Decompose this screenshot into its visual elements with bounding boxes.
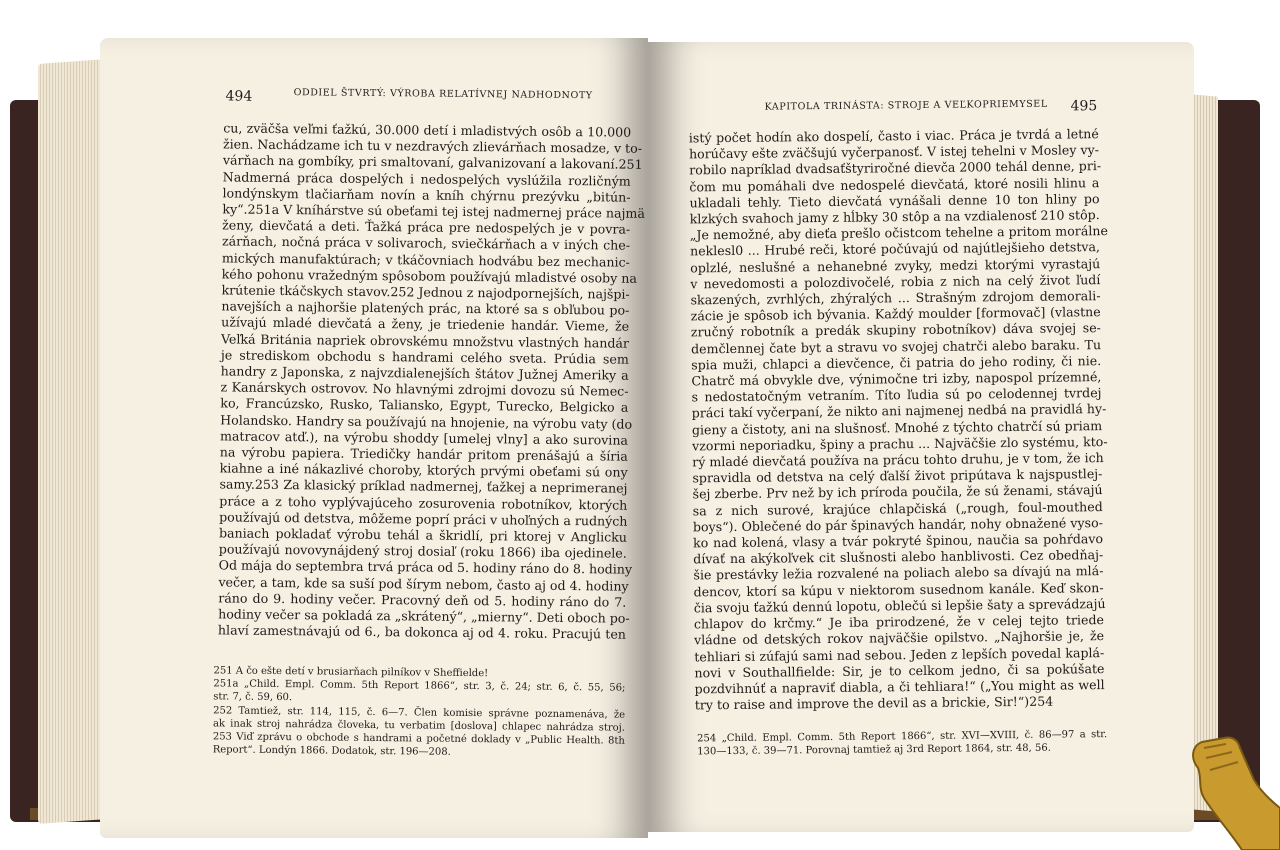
text-line: Od mája do septembra trvá práca od 5. hodiny ráno do 8. hodiny — [218, 557, 633, 578]
text-line: ukladali tehly. Tieto dievčatá vynášali denne 10 ton hliny po — [689, 190, 1100, 211]
hand-shape — [1193, 737, 1280, 850]
text-line: kiahne a iné nákazlivé choroby, ktorých prvými obeťami sú ony — [219, 460, 628, 480]
text-line: oplzlé, neslušné a nehanebné zvyky, medzi ktorými vyrastajú — [690, 255, 1101, 276]
text-line: Nadmerná práca dospelých i nedospelých vyslúžila rozličným — [222, 169, 631, 189]
text-line: s nedostatočným vetraním. Títo ľudia sú po celodennej tvrdej — [691, 385, 1102, 405]
text-line: cu, zväčša veľmi ťažkú, 30.000 detí i mladistvých osôb a 10.000 — [223, 120, 632, 140]
text-line: spia muži, chlapci a dievčence, či patria do jeho rodiny, či nie. — [691, 352, 1102, 373]
text-line: Veľká Británia napriek obrovskému množstvu vlastných handár — [220, 331, 630, 351]
text-line: matracov atď.), na výrobu shoddy [umelej vlny] a ako surovina — [219, 428, 629, 448]
text-line: z Kanárskych ostrovov. No hlavnými zdrojmi dovozu sú Nemec- — [220, 379, 629, 399]
text-line: klzkých svahoch jamy z hĺbky 30 stôp a na vzdialenosť 210 stôp. — [689, 207, 1100, 227]
text-line: gieny a čistoty, ani na slušnosť. Mnohé z týchto chatrčí sú priam — [691, 417, 1103, 438]
text-line: v nevedomosti a polozdivočelé, robia z nich na celý život ľudí — [690, 271, 1101, 292]
brass-hand-bookmark — [1180, 728, 1280, 850]
text-line: samy.253 Za klasický príklad nadmernej, ťažkej a neprimeranej — [219, 476, 628, 497]
text-line: baniach pokladať výrobu tehál a škridlí, pri ktorej v Anglicku — [218, 525, 628, 545]
footnote-line: 251a „Child. Empl. Comm. 5th Report 1866“, str. 3, č. 24; str. 6, č. 55, 56; — [213, 678, 626, 694]
text-line: ženy, dievčatá a deti. Ťažká práca pre nedospelých je v povra- — [222, 217, 631, 237]
footnote-line: 253 Viď zprávu o obchode s handrami a početné doklady v „Public Health. 8th — [212, 731, 625, 747]
text-line: ráno do 9. hodiny večer. Pracovný deň od 5. hodiny ráno do 7. — [218, 590, 627, 610]
text-line: šej zberbe. Prv než by ich príroda poučila, že sú ženami, stávajú — [692, 482, 1103, 502]
text-line: pozdvihnúť a napraviť diabla, a či tehliara!“ („You might as well — [694, 676, 1105, 697]
text-line: robilo napríklad dvadsaťštyriročné dievča 2000 tehál denne, pri- — [689, 158, 1102, 178]
footnote-line: 130—133, č. 39—71. Porovnaj tamtiež aj 3rd Report 1864, str. 48, 56. — [697, 742, 1051, 758]
text-line: novi v Southallfielde: Sir, je to celkom jedno, či sa pokúšate — [694, 660, 1105, 681]
footnote-line: str. 7, č. 59, 60. — [213, 691, 293, 704]
text-line: várňach na gombíky, pri smaltovaní, galvanizovaní a lakovaní.251 — [222, 152, 643, 173]
text-line: try to raise and improve the devil as a brickie, Sir!“)254 — [694, 693, 1054, 713]
text-line: používajú od detstva, môžeme poprí práci v uhoľných a rudných — [219, 509, 628, 529]
text-line: na výrobu papiera. Triedičky handár pritom prenášajú a šíria — [219, 444, 628, 464]
left-page — [100, 38, 648, 838]
body-text — [688, 126, 1108, 714]
page-number: 495 — [1070, 98, 1098, 115]
text-line: používajú novovynájdený stroj dosiaľ (roku 1866) iba ojedinele. — [218, 541, 627, 561]
text-line: práci takí vyčerpaní, že nikto ani najmenej nedbá na pravidlá hy- — [691, 401, 1107, 421]
text-line: spravidla od detstva na celý ďalší život pripútava k najspustlej- — [692, 466, 1103, 486]
text-line: zručný robotník a predák skupiny robotníkov) dáva svojej se- — [690, 320, 1101, 340]
text-line: dencov, ktorí sa kúpu v niektorom susednom kanále. Keď skon- — [693, 579, 1104, 600]
text-line: ko nad kolená, vlasy a tvár pokryté špinou, naučia sa pohŕdavo — [693, 531, 1104, 551]
text-line: handry z Japonska, z najvzdialenejších štátov Južnej Ameriky a — [220, 363, 629, 383]
text-line: užívajú mladé dievčatá a ženy, je triedenie handár. Vieme, že — [221, 314, 630, 335]
footnote-line: Report“. Londýn 1866. Dodatok, str. 196—208. — [212, 744, 451, 759]
footnote-line: ak inak stroj nahrádza človeka, tu verbatim [doslova] chlapec nahrádza stroj. — [212, 718, 626, 734]
text-line: chlapov do krčmy.“ Je iba prirodzené, že v celej tejto triede — [693, 612, 1105, 632]
text-line: Chatrč má obvykle dve, výnimočne tri izby, napospol prízemné, — [691, 369, 1102, 389]
text-line: ky“.251a V kníhárstve sú obeťami tej istej nadmernej práce najmä — [222, 201, 645, 221]
text-line: rý mladé dievčatá používa na prácu tohto druhu, je v tom, že ich — [692, 450, 1104, 470]
text-line: vládne od detských rokov najväčšie opilstvo. „Najhoršie je, že — [694, 628, 1105, 648]
text-line: vzormi neporiadku, špiny a prachu ... Najväčšie zlo systému, kto- — [692, 433, 1108, 454]
text-line: neklesl0 ... Hrubé reči, ktoré počúvajú od najútlejšieho detstva, — [689, 239, 1101, 259]
text-line: je strediskom obchodu s handrami celého sveta. Prúdia sem — [220, 347, 629, 367]
body-text — [217, 120, 645, 643]
text-line: šie prestávky ležia rozvalené na poliach alebo sa dívajú na mlá- — [693, 563, 1104, 583]
text-line: zácie je spôsob ich bývania. Každý moulder [formovač] (vlastne — [690, 304, 1101, 324]
text-line: tehliari si zúfajú sami nad sebou. Jeden z lepších povedal kaplá- — [694, 644, 1105, 664]
text-line: hodiny večer sa pokladá za „skrátený“, „mierny“. Deti oboch po- — [218, 606, 630, 626]
text-line: horúčavy ešte zväčšujú vyčerpanosť. V istej tehelni v Mosley vy- — [688, 142, 1100, 162]
text-line: ko, Francúzsko, Rusko, Taliansko, Egypt, Turecko, Belgicko a — [220, 395, 629, 416]
text-line: londýnskym tlačiarňam novín a kníh chýrnu prezývku „bitún- — [222, 185, 631, 205]
text-line: večer, a tam, kde sa suší pod šírym nebom, často aj od 4. hodiny — [218, 574, 629, 594]
footnote-line: 251 A čo ešte detí v brusiarňach pilníkov v Sheffielde! — [213, 665, 489, 680]
footnotes — [697, 728, 1107, 759]
text-line: boys“). Oblečené do pár špinavých handár, nohy obnažené vyso- — [692, 514, 1103, 535]
text-line: čia svoju ťažkú dennú lopotu, oblečú si lepšie šaty a sprevádzajú — [693, 595, 1106, 616]
text-line: krútenie tkáčskych stavov.252 Jednou z najodpornejších, najšpi- — [221, 282, 630, 302]
text-line: kého pohonu vražedným spôsobom používajú mladistvé osoby na — [221, 266, 637, 286]
text-line: demčlennej čate byt a stravu vo svojej chatrči alebo baraku. Tu — [690, 336, 1102, 357]
text-line: skazených, zvrhlých, zhýralých ... Strašným zdrojom demorali- — [690, 288, 1101, 308]
text-line: hlaví zamestnávajú od 6., ba dokonca aj od 4. roku. Pracujú ten — [217, 622, 627, 642]
right-page — [648, 42, 1194, 832]
footnote-line: 252 Tamtiež, str. 114, 115, č. 6—7. Člen komisie správne poznamenáva, že — [213, 704, 626, 721]
text-line: dívať na akýkoľvek cit slušnosti alebo hanblivosti. Cez obedňaj- — [693, 547, 1104, 567]
text-line: „Je nemožné, aby dieťa prešlo očistcom tehelne a pritom morálne — [689, 223, 1108, 243]
text-line: zárňach, nočná práca v solivaroch, sviečkárňach a v iných che- — [221, 233, 631, 254]
footnote-line: 254 „Child. Empl. Comm. 5th Report 1866“, str. XVI—XVIII, č. 86—97 a str. — [697, 729, 1108, 745]
text-line: Holandsko. Handry sa používajú na hnojenie, na výrobu vaty (do — [220, 412, 633, 432]
text-line: sa z nich surové, krajúce chlapčiská („rough, foul-mouthed — [692, 498, 1103, 519]
page-number: 494 — [225, 88, 253, 105]
text-line: práce a z toho vyplývajúceho zosurovenia robotníkov, ktorých — [219, 493, 628, 513]
text-line: navejších a najhoršie platených prác, na ktoré sa s obľubou po- — [221, 298, 630, 318]
text-line: istý počet hodín ako dospelí, často i viac. Práca je tvrdá a letné — [688, 126, 1099, 146]
text-line: mických manufaktúrach; v tkáčovniach hodvábu bez mechanic- — [221, 250, 630, 270]
running-head: ODDIEL ŠTVRTÝ: VÝROBA RELATÍVNEJ NADHODNOTY — [293, 87, 593, 102]
text-line: čom mu pomáhali dve nedospelé dievčatá, ktoré nosili hlinu a — [689, 174, 1100, 195]
text-line: žien. Nachádzame ich tu v nezdravých zlievárňach mosadze, v to- — [222, 136, 643, 156]
running-head: KAPITOLA TRINÁSTA: STROJE A VEĽKOPRIEMYSEL — [764, 98, 1048, 113]
footnotes — [213, 664, 626, 761]
